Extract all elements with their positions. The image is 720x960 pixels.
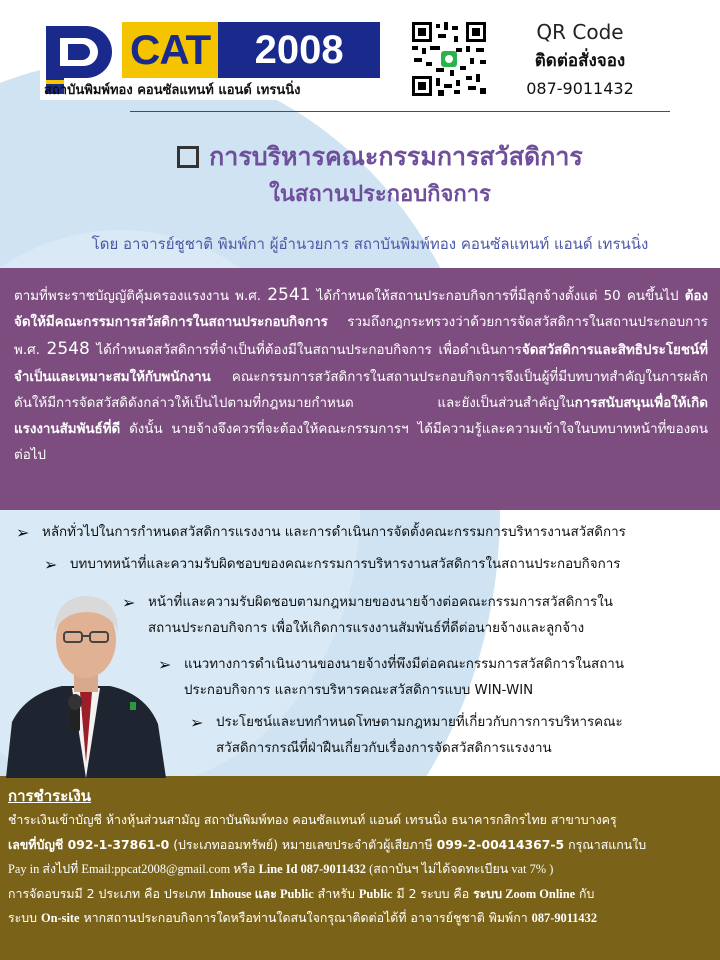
payment-text: ระบบ: [8, 910, 41, 926]
list-item: [122, 590, 702, 642]
intro-emphasis: การสนับสนุนเพื่อให้เกิดแรงงานสัมพันธ์ที่ดี: [14, 395, 708, 438]
speaker-photo: [6, 582, 166, 778]
payment-line: [8, 906, 710, 931]
title-line-2: ในสถานประกอบกิจการ: [269, 182, 491, 207]
title-line-1-text: การบริหารคณะกรรมการสวัสดิการ: [209, 142, 583, 171]
payment-line: [8, 833, 710, 858]
arrow-bullet-icon: ➢: [16, 523, 30, 542]
qr-subtitle: ติดต่อสั่งจอง: [534, 51, 626, 71]
arrow-bullet-icon: ➢: [122, 593, 136, 612]
payment-heading: การชำระเงิน: [8, 787, 91, 805]
intro-paragraph: [14, 282, 708, 469]
payment-text: (ประเภทออมทรัพย์) หมายเลขประจำตัวผู้เสียภาษี: [169, 836, 437, 852]
payment-line: ชำระเงินเข้าบัญชี ห้างหุ้นส่วนสามัญ สถาบันพิมพ์ทอง คอนซัลแทนท์ แอนด์ เทรนนิ่ง ธนาคารกสิกรไทย สาขาบางครุ: [8, 812, 617, 827]
list-item: [190, 710, 710, 762]
intro-text: ได้กำหนดให้สถานประกอบกิจการที่มีลูกจ้างตั้งแต่ 50 คนขึ้นไป: [310, 289, 685, 304]
intro-emphasis: ต้องจัดให้มีคณะกรรมการสวัสดิการในสถานประกอบกิจการ: [14, 289, 708, 331]
arrow-bullet-icon: ➢: [190, 713, 204, 732]
arrow-bullet-icon: ➢: [158, 655, 172, 674]
contact-phone[interactable]: 087-9011432: [531, 911, 598, 926]
payment-line: [8, 857, 710, 882]
intro-box: [0, 268, 720, 510]
logo-cat-text: CAT: [122, 22, 218, 78]
qr-label: [505, 18, 655, 102]
email-text[interactable]: Pay in ส่งไปที่ Email:ppcat2008@gmail.com หรือ: [8, 862, 259, 877]
page-title: [100, 140, 660, 212]
payment-text: มี 2 ระบบ คือ: [392, 885, 474, 901]
payment-line: [8, 882, 710, 907]
checkbox-icon: [177, 146, 199, 168]
list-item-text: หน้าที่และความรับผิดชอบตามกฎหมายของนายจ้างต่อคณะกรรมการสวัสดิการใน: [148, 595, 613, 610]
qr-title: QR Code: [536, 20, 624, 44]
training-mode: ระบบ Zoom Online: [473, 886, 576, 901]
payment-text: สำหรับ: [313, 885, 359, 901]
intro-text: ได้กำหนดสวัสดิการที่จำเป็นที่ต้องมีในสถานประกอบกิจการ เพื่อดำเนินการ: [89, 343, 522, 359]
training-type: Inhouse และ Public: [209, 886, 314, 901]
payment-section: [0, 776, 720, 960]
tax-id: 099-2-00414367-5: [436, 836, 565, 852]
list-item: [16, 520, 716, 546]
list-item-text: บทบาทหน้าที่และความรับผิดชอบของคณะกรรมการบริหารงานสวัสดิการในสถานประกอบกิจการ: [70, 557, 621, 572]
qr-code-icon: [410, 20, 488, 98]
intro-text: ดังนั้น นายจ้างจึงควรที่จะต้องให้คณะกรรมการฯ ได้มีความรู้และความเข้าใจในบทบาทหน้าที่ของตนต่อไป: [14, 422, 708, 464]
list-item-text: หลักทั่วไปในการกำหนดสวัสดิการแรงงาน และการดำเนินการจัดตั้งคณะกรรมการบริหารงานสวัสดิการ: [42, 525, 626, 540]
intro-text: รวมถึงกฎกระทรวงว่าด้วยการจัดสวัสดิการในสถานประกอบการ พ.ศ.: [14, 315, 708, 359]
qr-code[interactable]: [410, 20, 488, 98]
list-item-text: แนวทางการดำเนินงานของนายจ้างที่พึงมีต่อคณะกรรมการสวัสดิการในสถาน: [184, 657, 624, 672]
line-id[interactable]: Line Id 087-9011432: [258, 862, 366, 877]
list-item: [44, 552, 714, 578]
payment-text: การจัดอบรมมี 2 ประเภท คือ ประเภท: [8, 885, 210, 901]
intro-year: 2541: [267, 285, 311, 305]
payment-text: กับ: [575, 885, 595, 901]
intro-year: 2548: [46, 339, 90, 360]
payment-text: (สถาบันฯ ไม่ได้จดทะเบียน vat 7% ): [365, 862, 554, 877]
list-item-text: ประโยชน์และบทกำหนดโทษตามกฎหมายที่เกี่ยวกับการการบริหารคณะ: [216, 715, 623, 730]
list-item: [158, 652, 708, 704]
title-line-1: [100, 140, 660, 174]
ppcat-logo: [40, 20, 380, 100]
qr-phone[interactable]: 087-9011432: [526, 79, 634, 98]
account-number: เลขที่บัญชี 092-1-37861-0: [8, 836, 170, 852]
intro-emphasis: จัดสวัสดิการและสิทธิประโยชน์ที่จำเป็นและเหมาะสมให้กับพนักงาน: [14, 343, 708, 385]
arrow-bullet-icon: ➢: [44, 555, 58, 574]
training-mode: On-site: [40, 911, 80, 926]
list-item-text: ประกอบกิจการ และการบริหารคณะสวัสดิการแบบ WIN-WIN: [184, 683, 534, 698]
payment-text: กรุณาสแกนใบ: [564, 836, 647, 852]
payment-text: หากสถานประกอบกิจการใดหรือท่านใดสนใจกรุณาติดต่อได้ที่ อาจารย์ชูชาติ พิมพ์กา: [79, 910, 532, 926]
header-divider: [130, 111, 670, 112]
logo-year-text: 2008: [218, 22, 380, 78]
intro-text: ตามที่พระราชบัญญัติคุ้มครองแรงงาน พ.ศ.: [14, 289, 268, 304]
byline: โดย อาจารย์ชูชาติ พิมพ์กา ผู้อำนวยการ สถาบันพิมพ์ทอง คอนซัลแทนท์ แอนด์ เทรนนิ่ง: [91, 235, 649, 253]
intro-text: คณะกรรมการสวัสดิการในสถานประกอบกิจการจึงเป็นผู้ที่มีบทบาทสำคัญในการผลักดันให้มีการจัดสวัสดิดังกล่าวให้เป็นไปตามที่กฎหมายกำหนด และยังเป็นส่วนสำคัญใน: [14, 369, 708, 411]
training-type: Public: [358, 886, 393, 901]
list-item-text: สวัสดิการกรณีที่ฝ่าฝืนเกี่ยวกับเรื่องการจัดสวัสดิการแรงงาน: [216, 741, 552, 756]
list-item-text: สถานประกอบกิจการ เพื่อให้เกิดการแรงงานสัมพันธ์ที่ดีต่อนายจ้างและลูกจ้าง: [148, 621, 585, 636]
logo-subtitle: สถาบันพิมพ์ทอง คอนซัลแทนท์ แอนด์ เทรนนิ่ง: [44, 83, 301, 98]
